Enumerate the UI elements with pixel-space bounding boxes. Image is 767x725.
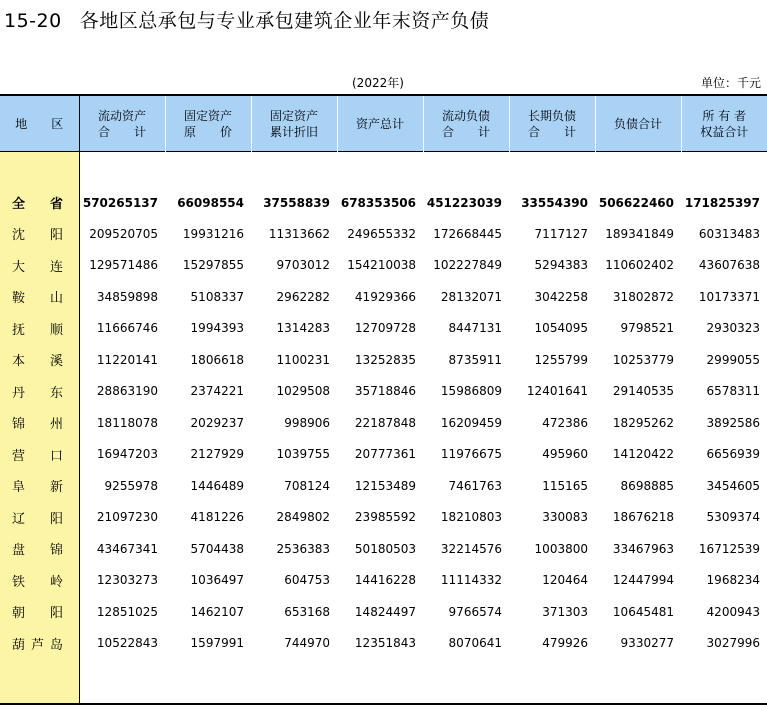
empty-cell [595, 152, 681, 188]
value-cell: 22187848 [354, 415, 416, 430]
value-cell: 11976675 [440, 447, 502, 462]
table-row [0, 281, 767, 313]
value-cell: 21097230 [96, 510, 158, 525]
empty-cell [509, 659, 595, 704]
value-cell: 32214576 [440, 541, 502, 556]
table-row [0, 565, 767, 597]
region-char: 山 [49, 291, 64, 307]
empty-cell [79, 152, 165, 188]
value-cell: 708124 [284, 478, 330, 493]
column-header [251, 95, 337, 152]
value-cell: 171825397 [684, 195, 760, 210]
value-cell: 115165 [542, 478, 588, 493]
column-header [509, 95, 595, 152]
region-char: 沈 [12, 228, 27, 244]
region-name [12, 193, 64, 212]
region-char: 丹 [12, 385, 27, 401]
region-char: 芦 [30, 637, 45, 653]
region-char: 营 [12, 448, 27, 464]
value-cell: 110602402 [605, 258, 674, 273]
filler-row [0, 659, 767, 704]
column-header [681, 95, 767, 152]
region-cell [0, 250, 79, 282]
column-header-line1: 负债合计 [613, 116, 662, 131]
value-cell: 506622460 [598, 195, 674, 210]
value-cell: 29140535 [612, 384, 674, 399]
value-cell: 18210803 [440, 510, 502, 525]
value-cell: 5309374 [706, 510, 760, 525]
region-char: 本 [12, 354, 27, 370]
value-cell: 5704438 [190, 541, 244, 556]
value-cell: 3042258 [534, 289, 588, 304]
value-cell: 9255978 [104, 478, 158, 493]
value-cell: 12709728 [354, 321, 416, 336]
value-cell: 12447994 [612, 573, 674, 588]
region-char: 溪 [49, 354, 64, 370]
value-cell: 43467341 [96, 541, 158, 556]
table-row-total [0, 187, 767, 218]
region-name [12, 539, 64, 558]
value-cell: 129571486 [89, 258, 158, 273]
value-cell: 8447131 [448, 321, 502, 336]
value-cell: 570265137 [82, 195, 158, 210]
region-char: 抚 [12, 322, 27, 338]
column-header-line2: 累计折旧 [269, 124, 318, 139]
value-cell: 1806618 [190, 352, 244, 367]
value-cell: 1039755 [276, 447, 330, 462]
value-cell: 15297855 [182, 258, 244, 273]
value-cell: 13252835 [354, 352, 416, 367]
region-char: 连 [49, 259, 64, 275]
column-header-line1: 地 区 [15, 116, 64, 131]
value-cell: 12303273 [96, 573, 158, 588]
region-cell [0, 281, 79, 313]
region-char: 鞍 [12, 291, 27, 307]
value-cell: 8735911 [448, 352, 502, 367]
region-char: 锦 [49, 543, 64, 559]
value-cell: 11220141 [96, 352, 158, 367]
table-row [0, 596, 767, 628]
value-cell: 9703012 [276, 258, 330, 273]
value-cell: 102227849 [433, 258, 502, 273]
value-cell: 8698885 [620, 478, 674, 493]
value-cell: 60313483 [698, 226, 760, 241]
value-cell: 15986809 [440, 384, 502, 399]
value-cell: 371303 [542, 604, 588, 619]
value-cell: 6578311 [706, 384, 760, 399]
region-char: 阳 [49, 228, 64, 244]
region-char: 岭 [49, 574, 64, 590]
value-cell: 2962282 [276, 289, 330, 304]
value-cell: 10253779 [612, 352, 674, 367]
table-row [0, 628, 767, 660]
region-cell [0, 187, 79, 218]
column-header [165, 95, 251, 152]
value-cell: 16712539 [698, 541, 760, 556]
value-cell: 2999055 [706, 352, 760, 367]
spacer-row [0, 152, 767, 188]
value-cell: 14120422 [612, 447, 674, 462]
region-name [12, 445, 64, 464]
value-cell: 33467963 [612, 541, 674, 556]
value-cell: 1994393 [190, 321, 244, 336]
value-cell: 998906 [284, 415, 330, 430]
column-header [423, 95, 509, 152]
region-name [12, 256, 64, 275]
region-name [12, 224, 64, 243]
region-char: 辽 [12, 511, 27, 527]
region-char: 东 [49, 385, 64, 401]
region-char: 朝 [12, 606, 27, 622]
value-cell: 16209459 [440, 415, 502, 430]
region-name [12, 413, 64, 432]
region-cell [0, 344, 79, 376]
empty-cell [251, 152, 337, 188]
value-cell: 43607638 [698, 258, 760, 273]
region-name [12, 571, 64, 590]
region-cell [0, 628, 79, 660]
value-cell: 12351843 [354, 636, 416, 651]
table-row [0, 376, 767, 408]
column-header-line2: 权益合计 [700, 124, 749, 139]
value-cell: 1100231 [276, 352, 330, 367]
empty-cell [79, 659, 165, 704]
empty-cell [509, 152, 595, 188]
region-name [12, 476, 64, 495]
table-row [0, 218, 767, 250]
empty-cell [337, 659, 423, 704]
region-char: 阳 [49, 511, 64, 527]
value-cell: 172668445 [433, 226, 502, 241]
region-name [12, 634, 64, 653]
value-cell: 9330277 [620, 636, 674, 651]
column-header-line2: 合 计 [527, 124, 576, 139]
value-cell: 16947203 [96, 447, 158, 462]
region-cell [0, 596, 79, 628]
value-cell: 28132071 [440, 289, 502, 304]
value-cell: 209520705 [89, 226, 158, 241]
value-cell: 9766574 [448, 604, 502, 619]
value-cell: 14824497 [354, 604, 416, 619]
region-cell [0, 565, 79, 597]
value-cell: 66098554 [177, 195, 244, 210]
region-char: 顺 [49, 322, 64, 338]
region-char: 口 [49, 448, 64, 464]
value-cell: 1597991 [190, 636, 244, 651]
table-row [0, 470, 767, 502]
value-cell: 14416228 [354, 573, 416, 588]
region-name [12, 350, 64, 369]
value-cell: 2374221 [190, 384, 244, 399]
column-header-region [0, 95, 79, 152]
year-label: (2022年) [352, 76, 404, 90]
region-cell [0, 470, 79, 502]
value-cell: 18118078 [96, 415, 158, 430]
title-number: 15-20 [4, 10, 62, 32]
value-cell: 1036497 [190, 573, 244, 588]
empty-cell [165, 659, 251, 704]
value-cell: 5108337 [190, 289, 244, 304]
value-cell: 50180503 [354, 541, 416, 556]
empty-cell [681, 152, 767, 188]
unit-label: 单位：千元 [700, 76, 761, 90]
value-cell: 154210038 [347, 258, 416, 273]
region-char: 葫 [12, 637, 27, 653]
value-cell: 4181226 [190, 510, 244, 525]
value-cell: 31802872 [612, 289, 674, 304]
value-cell: 1255799 [534, 352, 588, 367]
value-cell: 18676218 [612, 510, 674, 525]
value-cell: 7461763 [448, 478, 502, 493]
table-row [0, 502, 767, 534]
value-cell: 2930323 [706, 321, 760, 336]
value-cell: 41929366 [354, 289, 416, 304]
value-cell: 9798521 [620, 321, 674, 336]
value-cell: 4200943 [706, 604, 760, 619]
region-cell [0, 533, 79, 565]
region-char: 铁 [12, 574, 27, 590]
table-row [0, 439, 767, 471]
value-cell: 10522843 [96, 636, 158, 651]
table-row [0, 250, 767, 282]
value-cell: 604753 [284, 573, 330, 588]
column-header [337, 95, 423, 152]
value-cell: 18295262 [612, 415, 674, 430]
table-row [0, 407, 767, 439]
value-cell: 10645481 [612, 604, 674, 619]
table-title [4, 6, 489, 33]
value-cell: 23985592 [354, 510, 416, 525]
empty-cell [681, 659, 767, 704]
region-char: 州 [49, 417, 64, 433]
region-cell [0, 659, 79, 704]
value-cell: 653168 [284, 604, 330, 619]
column-header-line1: 所 有 者 [702, 108, 747, 123]
empty-cell [337, 152, 423, 188]
empty-cell [165, 152, 251, 188]
value-cell: 3027996 [706, 636, 760, 651]
empty-cell [423, 659, 509, 704]
value-cell: 11114332 [440, 573, 502, 588]
region-cell [0, 376, 79, 408]
value-cell: 6656939 [706, 447, 760, 462]
column-header-line1: 长期负债 [527, 108, 576, 123]
value-cell: 7117127 [534, 226, 588, 241]
value-cell: 34859898 [96, 289, 158, 304]
value-cell: 37558839 [263, 195, 330, 210]
value-cell: 479926 [542, 636, 588, 651]
region-char: 省 [49, 197, 64, 212]
table-row [0, 533, 767, 565]
value-cell: 35718846 [354, 384, 416, 399]
region-name [12, 382, 64, 401]
region-cell [0, 152, 79, 188]
value-cell: 495960 [542, 447, 588, 462]
value-cell: 19931216 [182, 226, 244, 241]
value-cell: 11313662 [268, 226, 330, 241]
value-cell: 1462107 [190, 604, 244, 619]
value-cell: 120464 [542, 573, 588, 588]
empty-cell [423, 152, 509, 188]
region-char: 全 [12, 197, 27, 212]
region-cell [0, 439, 79, 471]
value-cell: 189341849 [605, 226, 674, 241]
empty-cell [251, 659, 337, 704]
value-cell: 2127929 [190, 447, 244, 462]
region-char: 锦 [12, 417, 27, 433]
value-cell: 3454605 [706, 478, 760, 493]
region-cell [0, 313, 79, 345]
column-header-line1: 资产总计 [355, 116, 404, 131]
value-cell: 1054095 [534, 321, 588, 336]
empty-cell [595, 659, 681, 704]
value-cell: 249655332 [347, 226, 416, 241]
column-header-line2: 原 价 [183, 124, 232, 139]
value-cell: 1314283 [276, 321, 330, 336]
value-cell: 12851025 [96, 604, 158, 619]
column-header [595, 95, 681, 152]
region-cell [0, 407, 79, 439]
table-row [0, 313, 767, 345]
column-header-line1: 流动负债 [441, 108, 490, 123]
region-name [12, 508, 64, 527]
region-char: 新 [49, 480, 64, 496]
region-cell [0, 218, 79, 250]
column-header-line2: 合 计 [441, 124, 490, 139]
table-body [0, 152, 767, 705]
value-cell: 1029508 [276, 384, 330, 399]
region-char: 盘 [12, 543, 27, 559]
column-header [79, 95, 165, 152]
region-name [12, 319, 64, 338]
region-char: 岛 [49, 637, 64, 653]
region-char: 阜 [12, 480, 27, 496]
value-cell: 2849802 [276, 510, 330, 525]
value-cell: 10173371 [698, 289, 760, 304]
value-cell: 451223039 [426, 195, 502, 210]
column-header-line1: 流动资产 [97, 108, 146, 123]
asset-liability-table [0, 94, 767, 705]
value-cell: 678353506 [340, 195, 416, 210]
value-cell: 472386 [542, 415, 588, 430]
column-header-line1: 固定资产 [183, 108, 232, 123]
value-cell: 20777361 [354, 447, 416, 462]
table-row [0, 344, 767, 376]
value-cell: 5294383 [534, 258, 588, 273]
value-cell: 12153489 [354, 478, 416, 493]
value-cell: 1446489 [190, 478, 244, 493]
region-char: 阳 [49, 606, 64, 622]
value-cell: 2029237 [190, 415, 244, 430]
value-cell: 1968234 [706, 573, 760, 588]
value-cell: 330083 [542, 510, 588, 525]
title-text: 各地区总承包与专业承包建筑企业年末资产负债 [79, 10, 490, 32]
value-cell: 33554390 [521, 195, 588, 210]
region-cell [0, 502, 79, 534]
value-cell: 8070641 [448, 636, 502, 651]
value-cell: 744970 [284, 636, 330, 651]
value-cell: 3892586 [706, 415, 760, 430]
value-cell: 12401641 [526, 384, 588, 399]
column-header-line1: 固定资产 [269, 108, 318, 123]
region-name [12, 602, 64, 621]
value-cell: 28863190 [96, 384, 158, 399]
column-header-line2: 合 计 [97, 124, 146, 139]
value-cell: 2536383 [276, 541, 330, 556]
region-name [12, 287, 64, 306]
header-row [0, 95, 767, 152]
value-cell: 1003800 [534, 541, 588, 556]
region-char: 大 [12, 259, 27, 275]
value-cell: 11666746 [96, 321, 158, 336]
